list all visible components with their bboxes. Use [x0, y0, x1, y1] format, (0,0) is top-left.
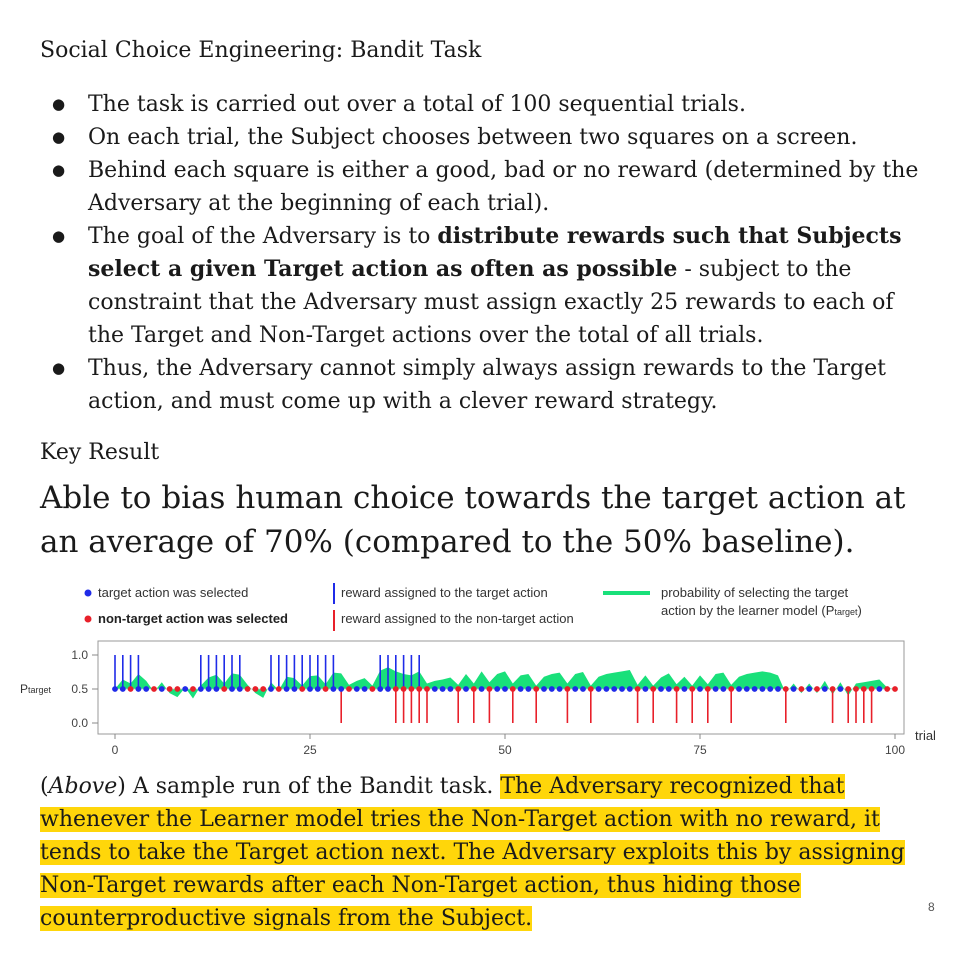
nontarget-choice-point: [853, 686, 859, 692]
target-choice-point: [611, 686, 617, 692]
nontarget-choice-point: [892, 686, 898, 692]
bullet-rewards: ● Behind each square is either a good, bad or no reward (determined by the Adversary at the beginning of each trial).: [40, 154, 920, 220]
nontarget-choice-point: [869, 686, 875, 692]
target-choice-point: [791, 686, 797, 692]
x-tick-label: 25: [303, 743, 317, 757]
nontarget-choice-point: [167, 686, 173, 692]
target-choice-point: [479, 686, 485, 692]
nontarget-choice-point: [323, 686, 329, 692]
target-choice-point: [549, 686, 555, 692]
nontarget-choice-point: [416, 686, 422, 692]
target-choice-point: [237, 686, 243, 692]
nontarget-choice-point: [510, 686, 516, 692]
y-tick-label: 1.0: [71, 648, 88, 662]
target-choice-point: [338, 686, 344, 692]
nontarget-choice-point: [861, 686, 867, 692]
target-choice-point: [268, 686, 274, 692]
y-axis-label-main: P: [20, 682, 29, 696]
nontarget-choice-point: [565, 686, 571, 692]
target-choice-point: [182, 686, 188, 692]
nontarget-choice-point: [705, 686, 711, 692]
page-number: 8: [928, 900, 935, 914]
legend-probability-line1: probability of selecting the target: [661, 585, 849, 600]
target-choice-point: [463, 686, 469, 692]
legend-target-selected: target action was selected: [98, 585, 249, 600]
bullet-trials: ● The task is carried out over a total of 100 sequential trials.: [40, 88, 920, 121]
slide-title: Social Choice Engineering: Bandit Task: [40, 38, 482, 63]
bullet-goal-pre: The goal of the Adversary is to: [88, 224, 438, 249]
legend-target-reward: reward assigned to the target action: [341, 585, 548, 600]
caption-prefix: ) A sample run of the Bandit task.: [117, 774, 501, 799]
bullet-goal: [40, 220, 920, 352]
legend-probability-sub: target: [834, 607, 858, 617]
target-choice-point: [557, 686, 563, 692]
target-choice-point: [744, 686, 750, 692]
x-tick-label: 0: [111, 743, 119, 757]
x-tick-label: 75: [693, 743, 707, 757]
caption-highlight: The Adversary recognized that whenever the Learner model tries the Non-Target action with no reward, it tends to take the Target action next. The Adversary exploits this by assigning Non-Target rewards after each Non-Target action, thus hiding those counterproductive signals from the Subject.: [40, 774, 905, 931]
target-choice-point: [502, 686, 508, 692]
target-choice-point: [214, 686, 220, 692]
nontarget-choice-point: [299, 686, 305, 692]
nontarget-choice-point: [814, 686, 820, 692]
target-choice-point: [752, 686, 758, 692]
y-axis-label-sub: target: [28, 685, 52, 695]
key-result-text: Able to bias human choice towards the target action at an average of 70% (compared to the 50% baseline).: [40, 480, 906, 560]
target-choice-point: [572, 686, 578, 692]
y-axis: [20, 648, 88, 730]
target-choice-point: [541, 686, 547, 692]
nontarget-choice-point: [151, 686, 157, 692]
bandit-chart: [18, 578, 938, 766]
target-choice-point: [307, 686, 313, 692]
target-choice-point: [354, 686, 360, 692]
nontarget-choice-point: [245, 686, 251, 692]
target-choice-point: [385, 686, 391, 692]
bullet-choice: ● On each trial, the Subject chooses between two squares on a screen.: [40, 121, 920, 154]
x-axis-label: trial: [915, 728, 936, 743]
x-tick-label: 50: [498, 743, 512, 757]
target-choice-point: [806, 686, 812, 692]
target-choice-point: [658, 686, 664, 692]
nontarget-choice-point: [689, 686, 695, 692]
target-choice-point: [494, 686, 500, 692]
x-tick-label: 100: [884, 743, 906, 757]
nontarget-choice-point: [728, 686, 734, 692]
target-choice-point: [838, 686, 844, 692]
nontarget-choice-point: [401, 686, 407, 692]
target-choice-point: [767, 686, 773, 692]
target-choice-point: [229, 686, 235, 692]
y-tick-label: 0.5: [71, 682, 88, 696]
target-choice-point: [377, 686, 383, 692]
nontarget-choice-point: [409, 686, 415, 692]
target-choice-point: [713, 686, 719, 692]
target-choice-point: [143, 686, 149, 692]
target-choice-point: [596, 686, 602, 692]
legend-target-selected-marker: [85, 590, 92, 597]
nontarget-choice-point: [175, 686, 181, 692]
caption-above: Above: [48, 774, 118, 799]
bullet-goal-post: - subject to the constraint that the Adversary must assign exactly 25 rewards to each of the Target and Non-Target actions over the total of all trials.: [88, 257, 894, 348]
nontarget-choice-point: [845, 686, 851, 692]
nontarget-choice-point: [650, 686, 656, 692]
nontarget-choice-point: [128, 686, 134, 692]
target-choice-point: [627, 686, 633, 692]
legend-probability-close: ): [857, 603, 862, 618]
nontarget-choice-point: [799, 686, 805, 692]
figure-caption: [40, 770, 920, 935]
target-choice-point: [721, 686, 727, 692]
nontarget-choice-point: [346, 686, 352, 692]
nontarget-choice-point: [253, 686, 259, 692]
target-choice-point: [284, 686, 290, 692]
nontarget-choice-point: [276, 686, 282, 692]
target-choice-point: [448, 686, 454, 692]
nontarget-choice-point: [884, 686, 890, 692]
target-choice-point: [120, 686, 126, 692]
chart-legend: [85, 583, 862, 631]
chart-series: [92, 655, 898, 723]
target-choice-point: [112, 686, 118, 692]
nontarget-choice-point: [455, 686, 461, 692]
legend-nontarget-selected-marker: [85, 616, 92, 623]
y-axis-label: [20, 682, 52, 696]
nontarget-choice-point: [221, 686, 227, 692]
nontarget-choice-point: [588, 686, 594, 692]
nontarget-choice-point: [393, 686, 399, 692]
legend-probability-line2: [661, 603, 862, 618]
target-choice-point: [643, 686, 649, 692]
nontarget-choice-point: [260, 686, 266, 692]
target-choice-point: [526, 686, 532, 692]
target-choice-point: [518, 686, 524, 692]
target-choice-point: [292, 686, 298, 692]
caption-paren: (: [40, 774, 49, 799]
target-choice-point: [697, 686, 703, 692]
target-choice-point: [206, 686, 212, 692]
y-tick-label: 0.0: [71, 716, 88, 730]
nontarget-choice-point: [471, 686, 477, 692]
target-choice-point: [619, 686, 625, 692]
nontarget-choice-point: [783, 686, 789, 692]
legend-probability-text: action by the learner model (P: [661, 603, 835, 618]
bullet-list: [40, 88, 920, 418]
target-choice-point: [682, 686, 688, 692]
target-choice-point: [580, 686, 586, 692]
bullet-goal-bold: distribute rewards such that Subjects select a given Target action as often as possible: [88, 223, 902, 282]
legend-nontarget-selected: non-target action was selected: [98, 611, 288, 626]
legend-nontarget-reward: reward assigned to the non-target action: [341, 611, 574, 626]
target-choice-point: [877, 686, 883, 692]
nontarget-choice-point: [370, 686, 376, 692]
target-choice-point: [736, 686, 742, 692]
target-choice-point: [198, 686, 204, 692]
target-choice-point: [315, 686, 321, 692]
target-choice-point: [775, 686, 781, 692]
nontarget-choice-point: [190, 686, 196, 692]
target-choice-point: [604, 686, 610, 692]
nontarget-choice-point: [674, 686, 680, 692]
target-choice-point: [159, 686, 165, 692]
nontarget-choice-point: [830, 686, 836, 692]
nontarget-choice-point: [424, 686, 430, 692]
target-choice-point: [432, 686, 438, 692]
key-result-label: Key Result: [40, 440, 160, 465]
nontarget-choice-point: [487, 686, 493, 692]
target-choice-point: [760, 686, 766, 692]
nontarget-choice-point: [635, 686, 641, 692]
target-choice-point: [666, 686, 672, 692]
nontarget-choice-point: [533, 686, 539, 692]
target-choice-point: [440, 686, 446, 692]
target-choice-point: [331, 686, 337, 692]
bullet-strategy: ● Thus, the Adversary cannot simply always assign rewards to the Target action, and must come up with a clever reward strategy.: [40, 352, 920, 418]
target-choice-point: [822, 686, 828, 692]
target-choice-point: [362, 686, 368, 692]
x-axis: [112, 734, 906, 757]
target-choice-point: [136, 686, 142, 692]
